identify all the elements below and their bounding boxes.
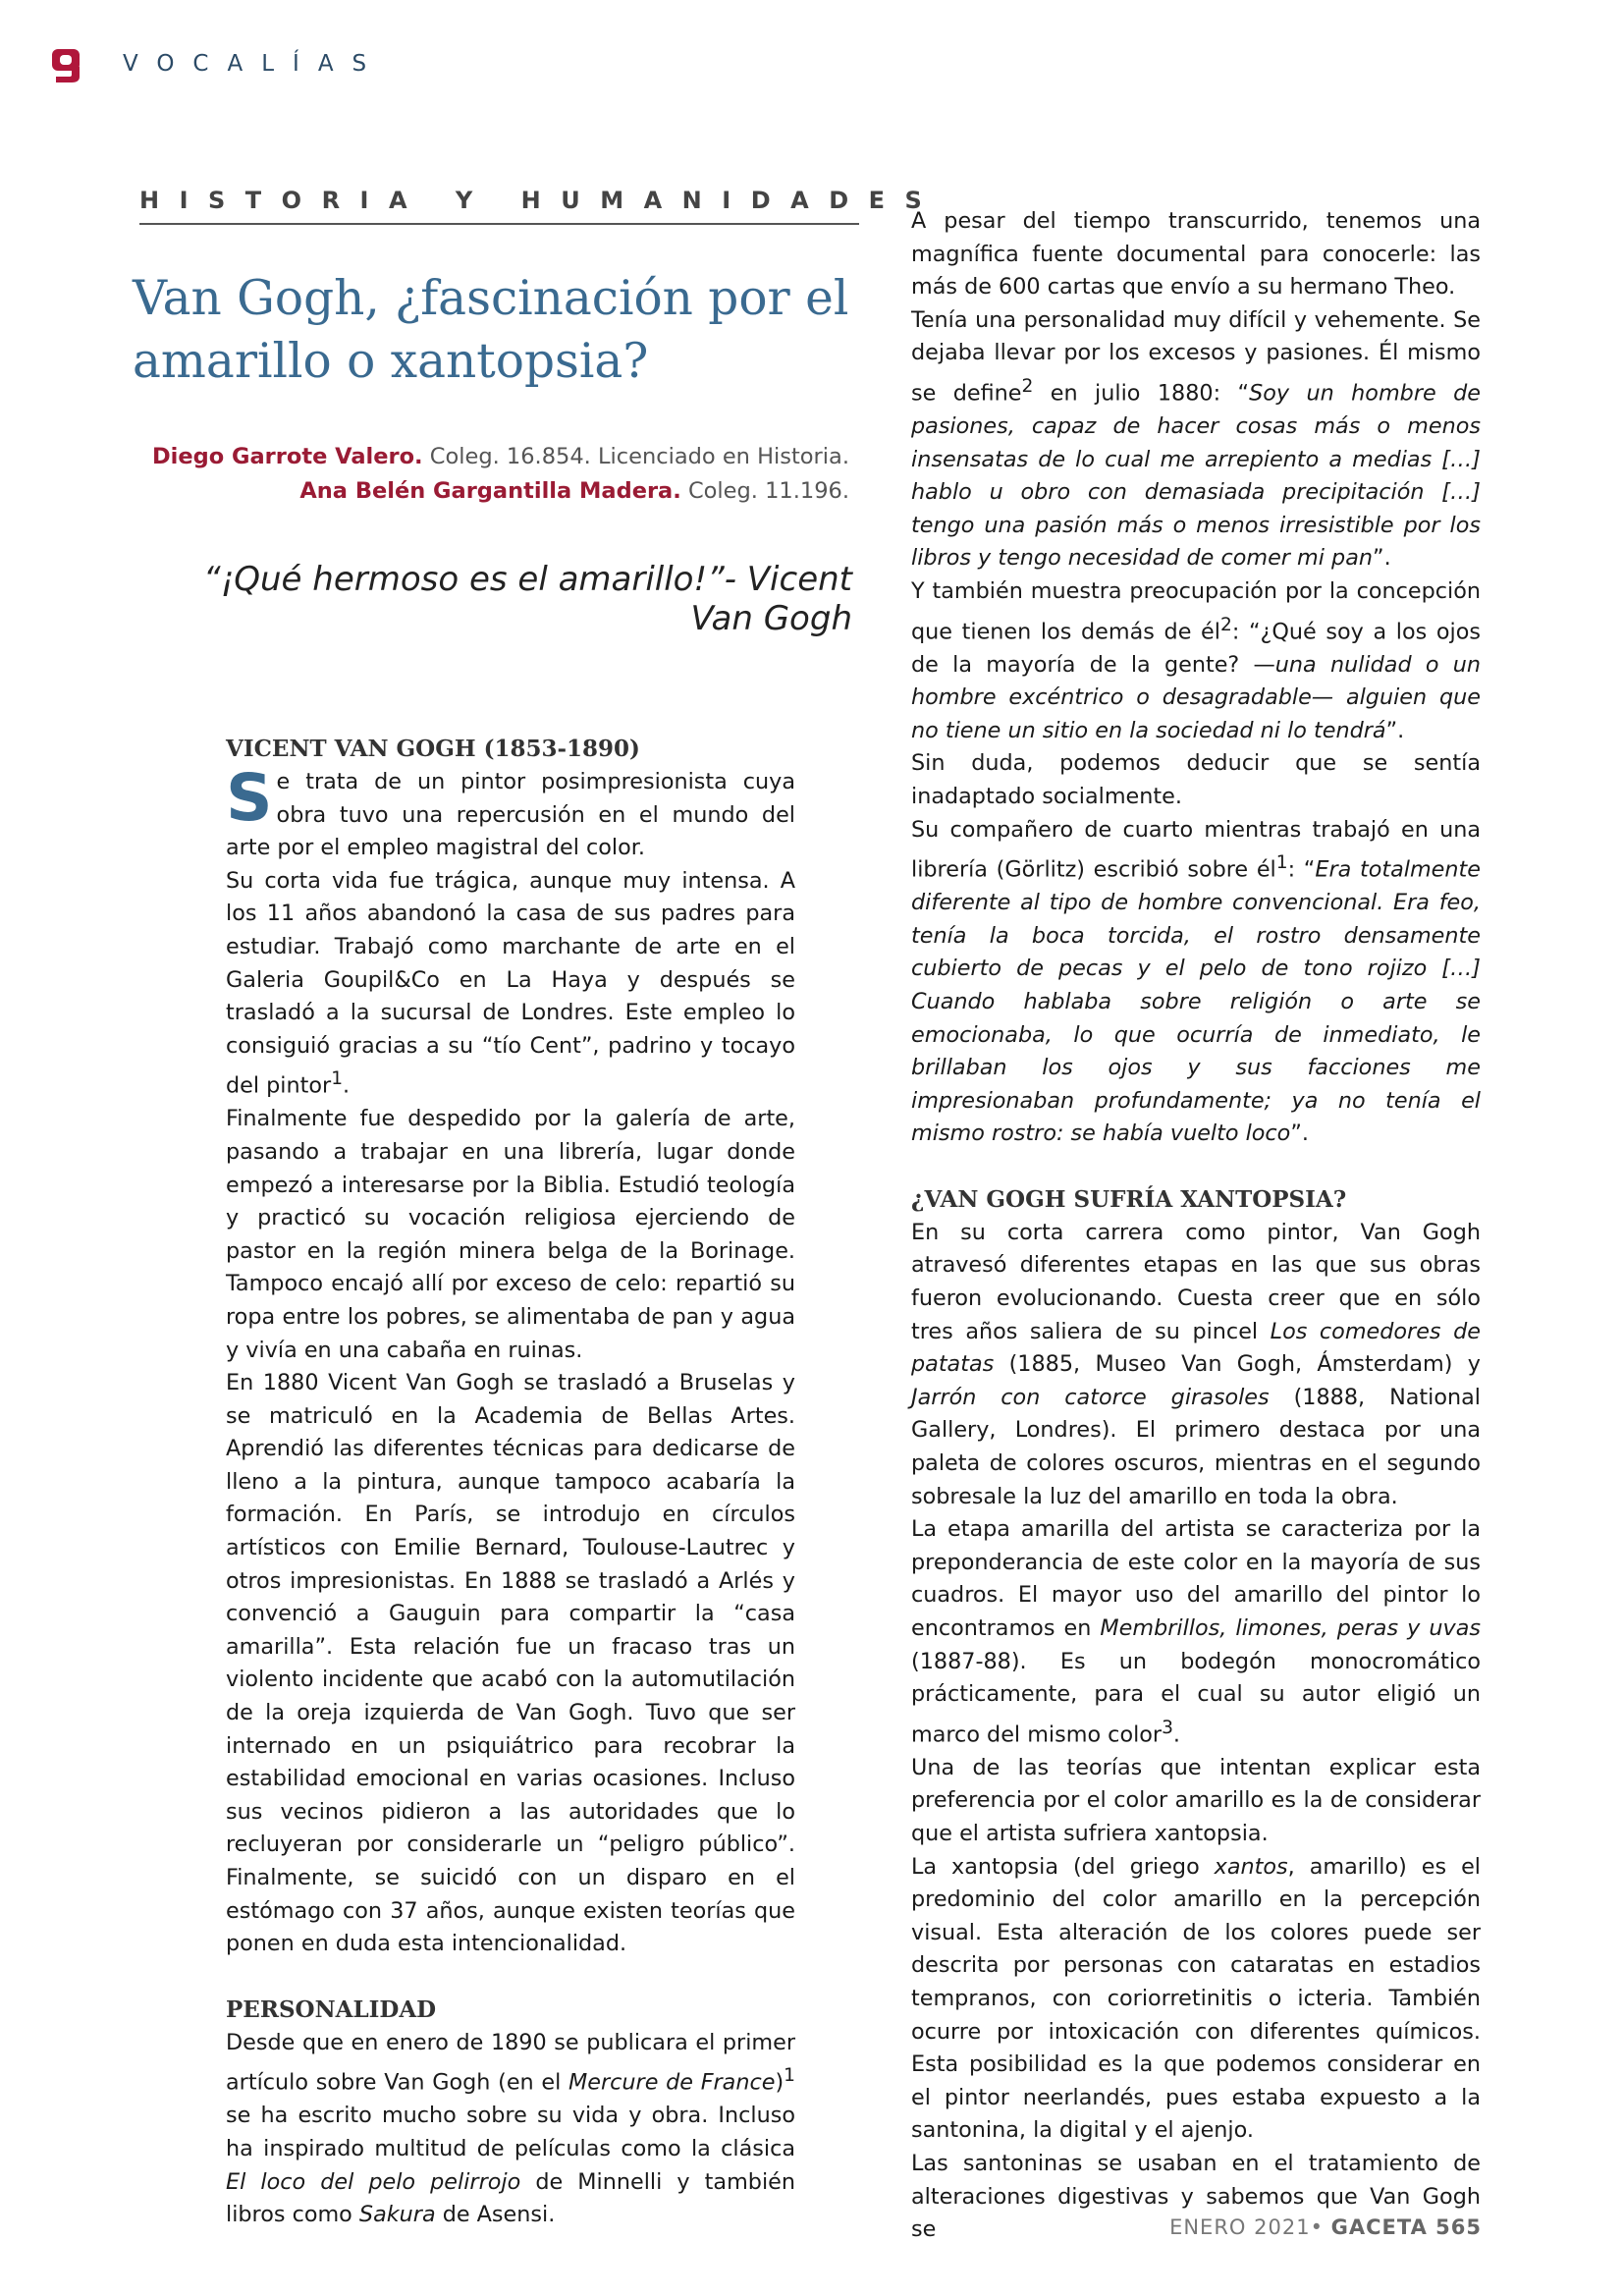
paragraph: A pesar del tiempo transcurrido, tenemos una magnífica fuente documental para conocerle: las más de 600 cartas que envío a su hermano Theo. xyxy=(911,208,1481,301)
author-info: Coleg. 16.854. Licenciado en Historia. xyxy=(422,444,849,469)
paragraph: Las santoninas se usaban en el tratamiento de alteraciones digestivas y sabemos que Van Gogh se xyxy=(911,2150,1481,2243)
category-divider xyxy=(139,223,859,225)
drop-cap: S xyxy=(226,760,273,836)
paragraph: Una de las teorías que intentan explicar esta preferencia por el color amarillo es la de considerar que el artista sufriera xantopsia. xyxy=(911,1754,1481,1846)
logo-icon xyxy=(50,49,81,82)
paragraph: En su corta carrera como pintor, Van Gogh atravesó diferentes etapas en las que sus obras fueron evolucionando. Cuesta creer que en sólo tres años saliera de su pincel Los comedores de patatas (1885, Museo Van Gogh, Ámsterdam) y Jarrón con catorce girasoles (1888, National Gallery, Londres). El primero destaca por una paleta de colores oscuros, mientras en el segundo sobresale la luz del amarillo en toda la obra. xyxy=(911,1219,1481,1509)
footer-bullet: • xyxy=(1310,2215,1324,2239)
authors-block xyxy=(133,440,849,509)
footnote-ref: 2 xyxy=(1021,375,1034,397)
footer-publication: GACETA 565 xyxy=(1330,2215,1482,2239)
paragraph: Su compañero de cuarto mientras trabajó en una librería (Görlitz) escribió sobre $él^1$: “Era totalmente diferente al tipo de hombre convencional. Era feo, tenía la boca torcida, el rostro densamente cubierto de pecas y el pelo de tono rojizo […] Cuando hablaba sobre religión o arte se emocionaba, lo que ocurría de inmediato, le brillaban los ojos y sus facciones me impresionaban profundamente; ya no tenía el mismo rostro: se había vuelto loco”. xyxy=(911,816,1481,1147)
footnote-ref: 2 xyxy=(1219,614,1232,635)
footnote-ref: 1 xyxy=(1275,852,1288,874)
paragraph: Desde que en enero de 1890 se publicara el primer artículo sobre Van Gogh (en el Mercure de France)$^1$ se ha escrito mucho sobre su vida y obra. Incluso ha inspirado multitud de películas como la clásica El loco del pelo pelirrojo de Minnelli y también libros como Sakura de Asensi. xyxy=(226,2029,795,2228)
pull-quote: “¡Qué hermoso es el amarillo!”- Vicent Van Gogh xyxy=(202,560,852,638)
author-1 xyxy=(133,440,849,474)
section-header: VOCALÍAS xyxy=(123,51,386,77)
author-2 xyxy=(133,474,849,509)
section-heading: PERSONALIDAD xyxy=(226,1995,437,2023)
right-column xyxy=(911,205,1481,2247)
category-label: HISTORIA Y HUMANIDADES xyxy=(139,187,943,214)
footnote-ref: 1 xyxy=(784,2065,795,2087)
section-heading: VICENT VAN GOGH (1853-1890) xyxy=(226,736,640,762)
footnote-ref: 1 xyxy=(331,1068,344,1090)
page-footer xyxy=(1169,2215,1482,2239)
footnote-ref: 3 xyxy=(1162,1717,1173,1738)
article-title: Van Gogh, ¿fascinación por el amarillo o xantopsia? xyxy=(133,271,849,389)
author-info: Coleg. 11.196. xyxy=(680,478,849,504)
author-name: Diego Garrote Valero. xyxy=(151,444,423,469)
paragraph: Se trata de un pintor posimpresionista cuya obra tuvo una repercusión en el mundo del arte por el empleo magistral del color. xyxy=(226,760,795,861)
paragraph: Y también muestra preocupación por la concepción que tienen los demás de $él^2$: “¿Qué soy a los ojos de la mayoría de la gente? —una nulidad o un hombre excéntrico o desagradable— alguien que no tiene un sitio en la sociedad ni lo tendrá”. xyxy=(911,577,1482,743)
paragraph: Tenía una personalidad muy difícil y vehemente. Se dejaba llevar por los excesos y pasiones. Él mismo se define$^2$ en julio 1880: “Soy un hombre de pasiones, capaz de hacer cosas más o menos insensatas de lo cual me arrepiento a medias […] hablo u obro con demasiada precipitación […] tengo una pasión más o menos irresistible por los libros y tengo necesidad de comer mi pan”. xyxy=(911,306,1482,572)
paragraph: La etapa amarilla del artista se caracteriza por la preponderancia de este color en la mayoría de sus cuadros. El mayor uso del amarillo del pintor lo encontramos en Membrillos, limones, peras y uvas (1887-88). Es un bodegón monocromático prácticamente, para el cual su autor eligió un marco del mismo color$^3$. xyxy=(911,1516,1481,1748)
left-column xyxy=(226,733,795,2232)
footer-date: ENERO 2021 xyxy=(1169,2215,1311,2239)
paragraph: Sin duda, podemos deducir que se sentía inadaptado socialmente. xyxy=(911,750,1481,809)
paragraph: La xantopsia (del griego xantos, amarillo) es el predominio del color amarillo en la percepción visual. Esta alteración de los colores puede ser descrita por personas con cataratas en estadios tempranos, con coriorretinitis o icteria. También ocurre por intoxicación con diferentes químicos. Esta posibilidad es la que podemos considerar en el pintor neerlandés, pues estaba expuesto a la santonina, la digital y el ajenjo. xyxy=(911,1853,1481,2144)
section-heading: ¿VAN GOGH SUFRÍA XANTOPSIA? xyxy=(911,1185,1347,1213)
paragraph: Su corta vida fue trágica, aunque muy intensa. A los 11 años abandonó la casa de sus padres para estudiar. Trabajó como marchante de arte en el Galeria Goupil&Co en La Haya y después se trasladó a la sucursal de Londres. Este empleo lo consiguió gracias a su “tío Cent”, padrino y tocayo del pintor$^1$. xyxy=(226,867,795,1099)
paragraph: Finalmente fue despedido por la galería de arte, pasando a trabajar en una librería, lugar donde empezó a interesarse por la Biblia. Estudió teología y practicó su vocación religiosa ejerciendo de pastor en la región minera belga de la Borinage. Tampoco encajó allí por exceso de celo: repartió su ropa entre los pobres, se alimentaba de pan y agua y vivía en una cabaña en ruinas. xyxy=(226,1106,795,1363)
paragraph: En 1880 Vicent Van Gogh se trasladó a Bruselas y se matriculó en la Academia de Bellas Artes. Aprendió las diferentes técnicas para dedicarse de lleno a la pintura, aunque tampoco acabaría la formación. En París, se introdujo en círculos artísticos con Emilie Bernard, Toulouse-Lautrec y otros impresionistas. En 1888 se trasladó a Arlés y convenció a Gauguin para compartir la “casa amarilla”. Esta relación fue un fracaso tras un violento incidente que acabó con la automutilación de la oreja izquierda de Van Gogh. Tuvo que ser internado en un psiquiátrico para recobrar la estabilidad emocional en varias ocasiones. Incluso sus vecinos pidieron a las autoridades que lo recluyeran por considerarle un “peligro público”. Finalmente, se suicidó con un disparo en el estómago con 37 años, aunque existen teorías que ponen en duda esta intencionalidad. xyxy=(226,1370,795,1957)
author-name: Ana Belén Gargantilla Madera. xyxy=(299,478,681,504)
